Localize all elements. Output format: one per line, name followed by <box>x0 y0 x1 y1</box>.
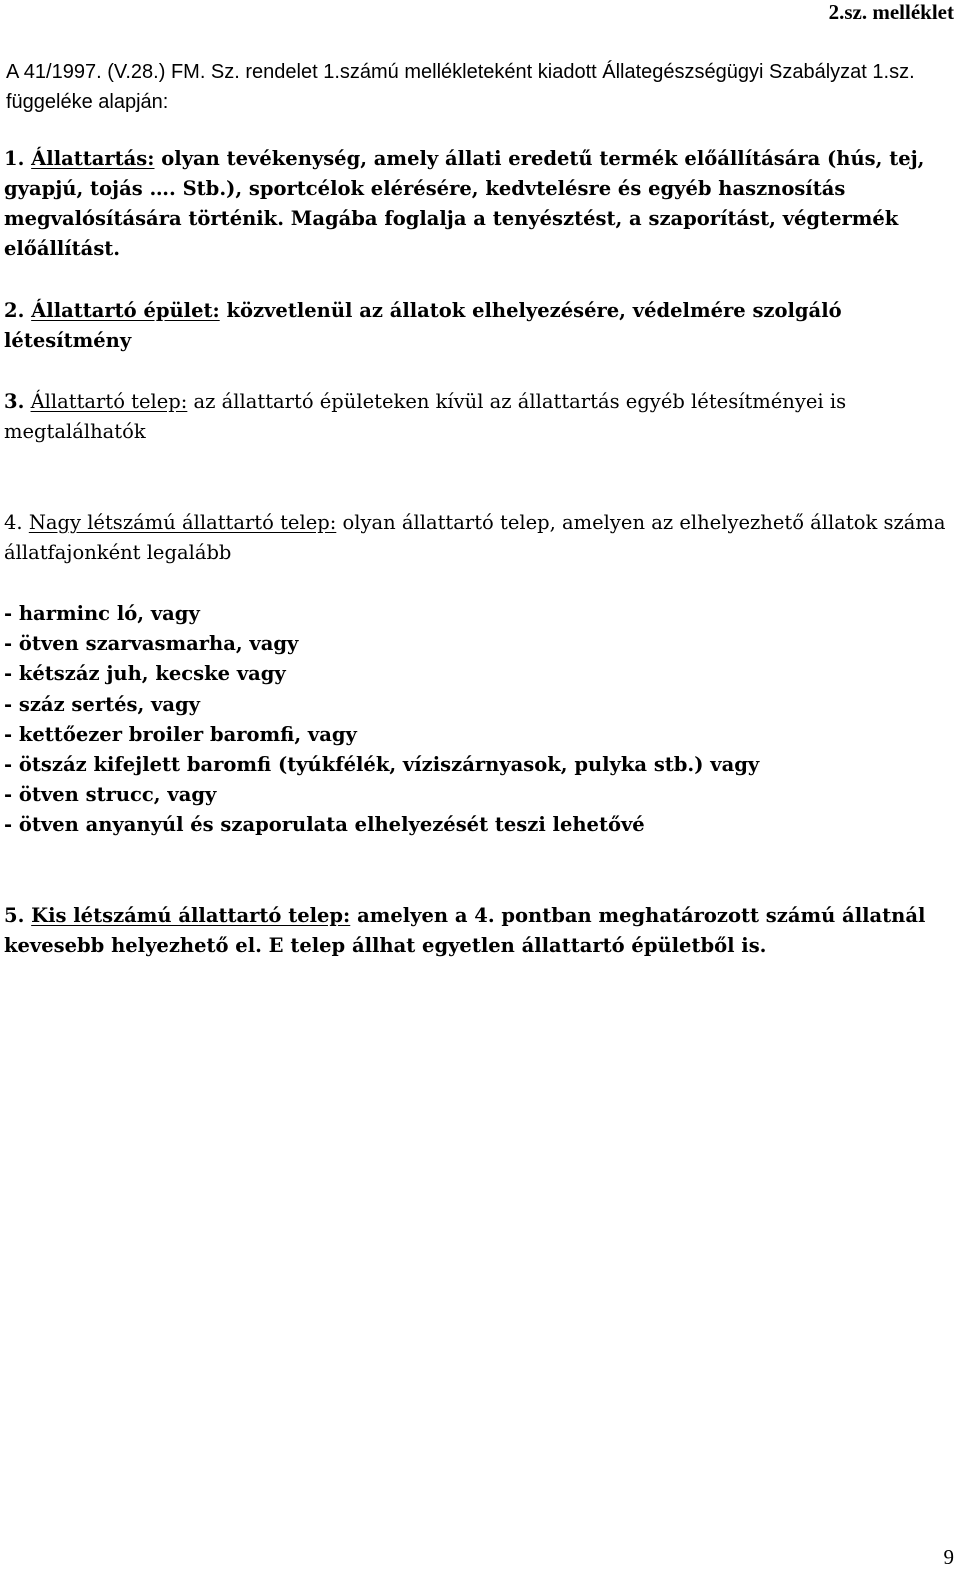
section-2-number: 2. <box>4 299 25 322</box>
page-number: 9 <box>943 1545 954 1569</box>
section-2-definition: közvetlenül az állatok elhelyezésére, védelmére szolgáló létesítmény <box>4 299 842 352</box>
section-5-term: Kis létszámú állattartó telep: <box>31 904 351 927</box>
list-item: - ötven strucc, vagy <box>4 783 217 807</box>
section-4-number: 4. <box>4 511 23 534</box>
section-5 <box>4 901 954 961</box>
section-3-number: 3. <box>4 390 25 413</box>
animal-count-list <box>4 599 759 841</box>
list-item: - ötszáz kifejlett baromfi (tyúkfélék, víziszárnyasok, pulyka stb.) vagy <box>4 753 760 777</box>
list-item: - kétszáz juh, kecske vagy <box>4 662 286 686</box>
section-1-term: Állattartás: <box>31 147 155 170</box>
section-4 <box>4 508 954 568</box>
list-item: - harminc ló, vagy <box>4 602 200 625</box>
section-2-term: Állattartó épület: <box>31 299 220 322</box>
intro-paragraph: A 41/1997. (V.28.) FM. Sz. rendelet 1.számú mellékleteként kiadott Állategészségügyi Szabályzat 1.sz. függeléke alapján: <box>6 61 915 113</box>
section-1-number: 1. <box>4 147 25 170</box>
section-4-term: Nagy létszámú állattartó telep: <box>28 511 337 534</box>
list-item: - ötven anyanyúl és szaporulata elhelyezését teszi lehetővé <box>4 813 645 837</box>
section-3-term: Állattartó telep: <box>30 390 188 413</box>
section-4-definition: olyan állattartó telep, amelyen az elhelyezhető állatok száma állatfajonként legalább <box>4 511 946 564</box>
annex-label: 2.sz. melléklet <box>828 0 954 24</box>
section-5-number: 5. <box>4 904 25 927</box>
list-item: - kettőezer broiler baromfi, vagy <box>4 722 357 746</box>
section-5-definition: amelyen a 4. pontban meghatározott számú állatnál kevesebb helyezhető el. E telep állhat egyetlen állattartó épületből is. <box>4 904 926 957</box>
section-2 <box>4 296 954 356</box>
section-3 <box>4 387 954 447</box>
list-item: - száz sertés, vagy <box>4 692 200 716</box>
section-3-definition: az állattartó épületeken kívül az állattartás egyéb létesítményei is megtalálhatók <box>4 390 847 443</box>
section-1-definition: olyan tevékenység, amely állati eredetű termék előállítására (hús, tej, gyapjú, tojás …. Stb.), sportcélok elérésére, kedvtelésre és egyéb hasznosítás megvalósítására történik. Magába foglalja a tenyésztést, a szaporítást, végtermék előállítást. <box>4 147 925 260</box>
section-1 <box>4 144 954 264</box>
list-item: - ötven szarvasmarha, vagy <box>4 632 299 656</box>
